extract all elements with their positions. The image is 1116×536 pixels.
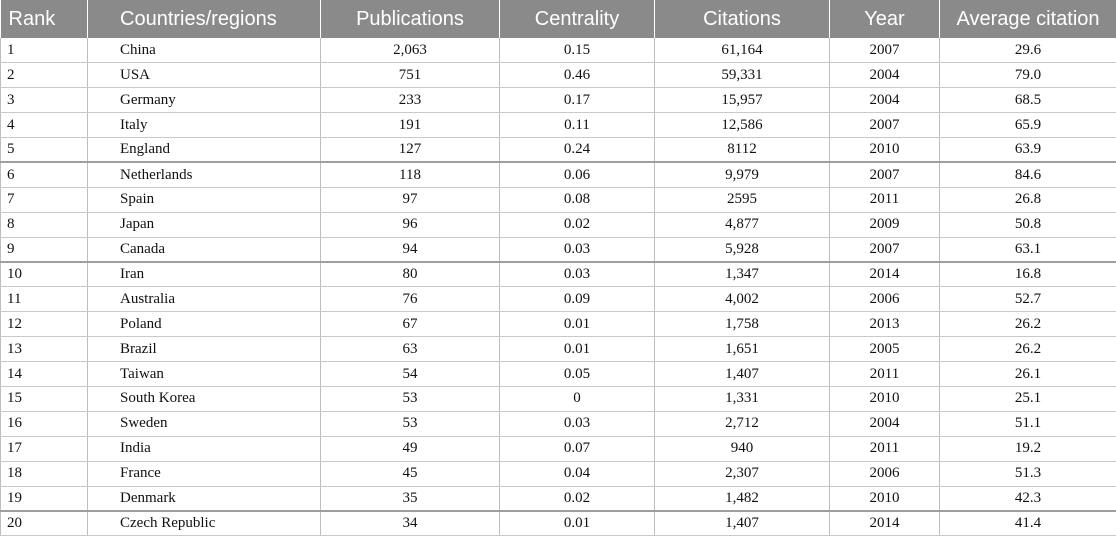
cell-country: Denmark: [88, 486, 321, 511]
cell-country: China: [88, 38, 321, 63]
cell-centrality: 0.04: [500, 461, 655, 486]
table-row: [1, 511, 1116, 536]
cell-rank: 14: [1, 362, 88, 387]
cell-average-citation: 51.1: [940, 411, 1116, 436]
cell-rank: 4: [1, 113, 88, 138]
cell-publications: 45: [321, 461, 500, 486]
cell-publications: 94: [321, 237, 500, 262]
cell-average-citation: 26.2: [940, 312, 1116, 337]
table-header: [1, 0, 1116, 38]
cell-rank: 7: [1, 187, 88, 212]
cell-publications: 96: [321, 212, 500, 237]
table-row: [1, 187, 1116, 212]
cell-average-citation: 26.8: [940, 187, 1116, 212]
table-row: [1, 38, 1116, 63]
cell-citations: 1,407: [655, 362, 830, 387]
cell-country: Italy: [88, 113, 321, 138]
cell-country: England: [88, 138, 321, 163]
cell-citations: 1,651: [655, 337, 830, 362]
cell-year: 2006: [830, 461, 940, 486]
cell-average-citation: 79.0: [940, 63, 1116, 88]
cell-year: 2009: [830, 212, 940, 237]
cell-year: 2013: [830, 312, 940, 337]
cell-centrality: 0.09: [500, 287, 655, 312]
cell-publications: 191: [321, 113, 500, 138]
table-row: [1, 312, 1116, 337]
table-row: [1, 63, 1116, 88]
cell-rank: 20: [1, 511, 88, 536]
cell-citations: 1,407: [655, 511, 830, 536]
cell-centrality: 0: [500, 386, 655, 411]
cell-citations: 15,957: [655, 88, 830, 113]
cell-rank: 16: [1, 411, 88, 436]
cell-citations: 12,586: [655, 113, 830, 138]
cell-citations: 9,979: [655, 162, 830, 187]
cell-publications: 80: [321, 262, 500, 287]
cell-citations: 59,331: [655, 63, 830, 88]
cell-centrality: 0.15: [500, 38, 655, 63]
table-row: [1, 262, 1116, 287]
cell-publications: 127: [321, 138, 500, 163]
cell-country: South Korea: [88, 386, 321, 411]
cell-publications: 63: [321, 337, 500, 362]
cell-rank: 5: [1, 138, 88, 163]
cell-rank: 18: [1, 461, 88, 486]
cell-average-citation: 50.8: [940, 212, 1116, 237]
cell-centrality: 0.01: [500, 312, 655, 337]
cell-country: Germany: [88, 88, 321, 113]
cell-country: Iran: [88, 262, 321, 287]
cell-citations: 2,307: [655, 461, 830, 486]
cell-publications: 97: [321, 187, 500, 212]
cell-publications: 53: [321, 386, 500, 411]
cell-citations: 8112: [655, 138, 830, 163]
cell-publications: 76: [321, 287, 500, 312]
cell-year: 2004: [830, 411, 940, 436]
cell-citations: 5,928: [655, 237, 830, 262]
cell-rank: 8: [1, 212, 88, 237]
cell-centrality: 0.01: [500, 511, 655, 536]
cell-average-citation: 26.1: [940, 362, 1116, 387]
table-row: [1, 386, 1116, 411]
cell-year: 2004: [830, 63, 940, 88]
cell-rank: 13: [1, 337, 88, 362]
header-centrality: Centrality: [500, 0, 655, 38]
cell-year: 2014: [830, 262, 940, 287]
cell-centrality: 0.03: [500, 411, 655, 436]
cell-year: 2010: [830, 486, 940, 511]
cell-year: 2006: [830, 287, 940, 312]
cell-average-citation: 26.2: [940, 337, 1116, 362]
table-body: [1, 38, 1116, 536]
cell-rank: 15: [1, 386, 88, 411]
cell-publications: 118: [321, 162, 500, 187]
cell-rank: 19: [1, 486, 88, 511]
cell-country: Sweden: [88, 411, 321, 436]
table-row: [1, 88, 1116, 113]
cell-year: 2007: [830, 162, 940, 187]
cell-citations: 1,347: [655, 262, 830, 287]
cell-centrality: 0.03: [500, 262, 655, 287]
cell-country: USA: [88, 63, 321, 88]
cell-centrality: 0.05: [500, 362, 655, 387]
cell-citations: 61,164: [655, 38, 830, 63]
cell-rank: 6: [1, 162, 88, 187]
cell-centrality: 0.08: [500, 187, 655, 212]
table-row: [1, 212, 1116, 237]
cell-citations: 2,712: [655, 411, 830, 436]
cell-rank: 10: [1, 262, 88, 287]
cell-citations: 1,758: [655, 312, 830, 337]
cell-rank: 11: [1, 287, 88, 312]
cell-publications: 54: [321, 362, 500, 387]
cell-year: 2011: [830, 362, 940, 387]
cell-year: 2011: [830, 436, 940, 461]
cell-average-citation: 25.1: [940, 386, 1116, 411]
header-publications: Publications: [321, 0, 500, 38]
header-average-citation: Average citation: [940, 0, 1116, 38]
cell-centrality: 0.07: [500, 436, 655, 461]
cell-average-citation: 84.6: [940, 162, 1116, 187]
cell-publications: 67: [321, 312, 500, 337]
header-citations: Citations: [655, 0, 830, 38]
cell-citations: 1,331: [655, 386, 830, 411]
cell-publications: 34: [321, 511, 500, 536]
cell-year: 2005: [830, 337, 940, 362]
cell-publications: 2,063: [321, 38, 500, 63]
table-row: [1, 287, 1116, 312]
cell-country: Japan: [88, 212, 321, 237]
table-row: [1, 461, 1116, 486]
cell-country: India: [88, 436, 321, 461]
cell-centrality: 0.11: [500, 113, 655, 138]
cell-centrality: 0.03: [500, 237, 655, 262]
cell-centrality: 0.02: [500, 486, 655, 511]
cell-year: 2010: [830, 386, 940, 411]
cell-rank: 2: [1, 63, 88, 88]
cell-publications: 53: [321, 411, 500, 436]
header-year: Year: [830, 0, 940, 38]
cell-rank: 12: [1, 312, 88, 337]
cell-centrality: 0.01: [500, 337, 655, 362]
cell-average-citation: 65.9: [940, 113, 1116, 138]
cell-citations: 940: [655, 436, 830, 461]
cell-average-citation: 16.8: [940, 262, 1116, 287]
cell-centrality: 0.46: [500, 63, 655, 88]
table-row: [1, 237, 1116, 262]
cell-country: France: [88, 461, 321, 486]
cell-year: 2007: [830, 38, 940, 63]
cell-average-citation: 19.2: [940, 436, 1116, 461]
cell-average-citation: 51.3: [940, 461, 1116, 486]
cell-average-citation: 41.4: [940, 511, 1116, 536]
table-row: [1, 411, 1116, 436]
table-row: [1, 362, 1116, 387]
cell-year: 2011: [830, 187, 940, 212]
cell-citations: 4,877: [655, 212, 830, 237]
cell-average-citation: 68.5: [940, 88, 1116, 113]
table-row: [1, 162, 1116, 187]
cell-publications: 35: [321, 486, 500, 511]
cell-publications: 233: [321, 88, 500, 113]
cell-year: 2004: [830, 88, 940, 113]
cell-centrality: 0.24: [500, 138, 655, 163]
cell-centrality: 0.17: [500, 88, 655, 113]
header-rank: Rank: [1, 0, 88, 38]
cell-average-citation: 63.9: [940, 138, 1116, 163]
cell-year: 2010: [830, 138, 940, 163]
cell-country: Spain: [88, 187, 321, 212]
cell-rank: 9: [1, 237, 88, 262]
cell-country: Netherlands: [88, 162, 321, 187]
cell-average-citation: 52.7: [940, 287, 1116, 312]
cell-publications: 751: [321, 63, 500, 88]
cell-country: Taiwan: [88, 362, 321, 387]
cell-average-citation: 42.3: [940, 486, 1116, 511]
cell-average-citation: 29.6: [940, 38, 1116, 63]
cell-citations: 1,482: [655, 486, 830, 511]
cell-rank: 17: [1, 436, 88, 461]
cell-citations: 4,002: [655, 287, 830, 312]
table-row: [1, 138, 1116, 163]
header-row: [1, 0, 1116, 38]
cell-centrality: 0.06: [500, 162, 655, 187]
cell-rank: 1: [1, 38, 88, 63]
table-row: [1, 113, 1116, 138]
cell-publications: 49: [321, 436, 500, 461]
cell-centrality: 0.02: [500, 212, 655, 237]
table-row: [1, 436, 1116, 461]
cell-rank: 3: [1, 88, 88, 113]
cell-average-citation: 63.1: [940, 237, 1116, 262]
cell-year: 2014: [830, 511, 940, 536]
cell-country: Brazil: [88, 337, 321, 362]
cell-country: Poland: [88, 312, 321, 337]
cell-year: 2007: [830, 113, 940, 138]
cell-country: Canada: [88, 237, 321, 262]
table-row: [1, 486, 1116, 511]
cell-citations: 2595: [655, 187, 830, 212]
cell-year: 2007: [830, 237, 940, 262]
cell-country: Australia: [88, 287, 321, 312]
header-countries: Countries/regions: [88, 0, 321, 38]
table-row: [1, 337, 1116, 362]
cell-country: Czech Republic: [88, 511, 321, 536]
